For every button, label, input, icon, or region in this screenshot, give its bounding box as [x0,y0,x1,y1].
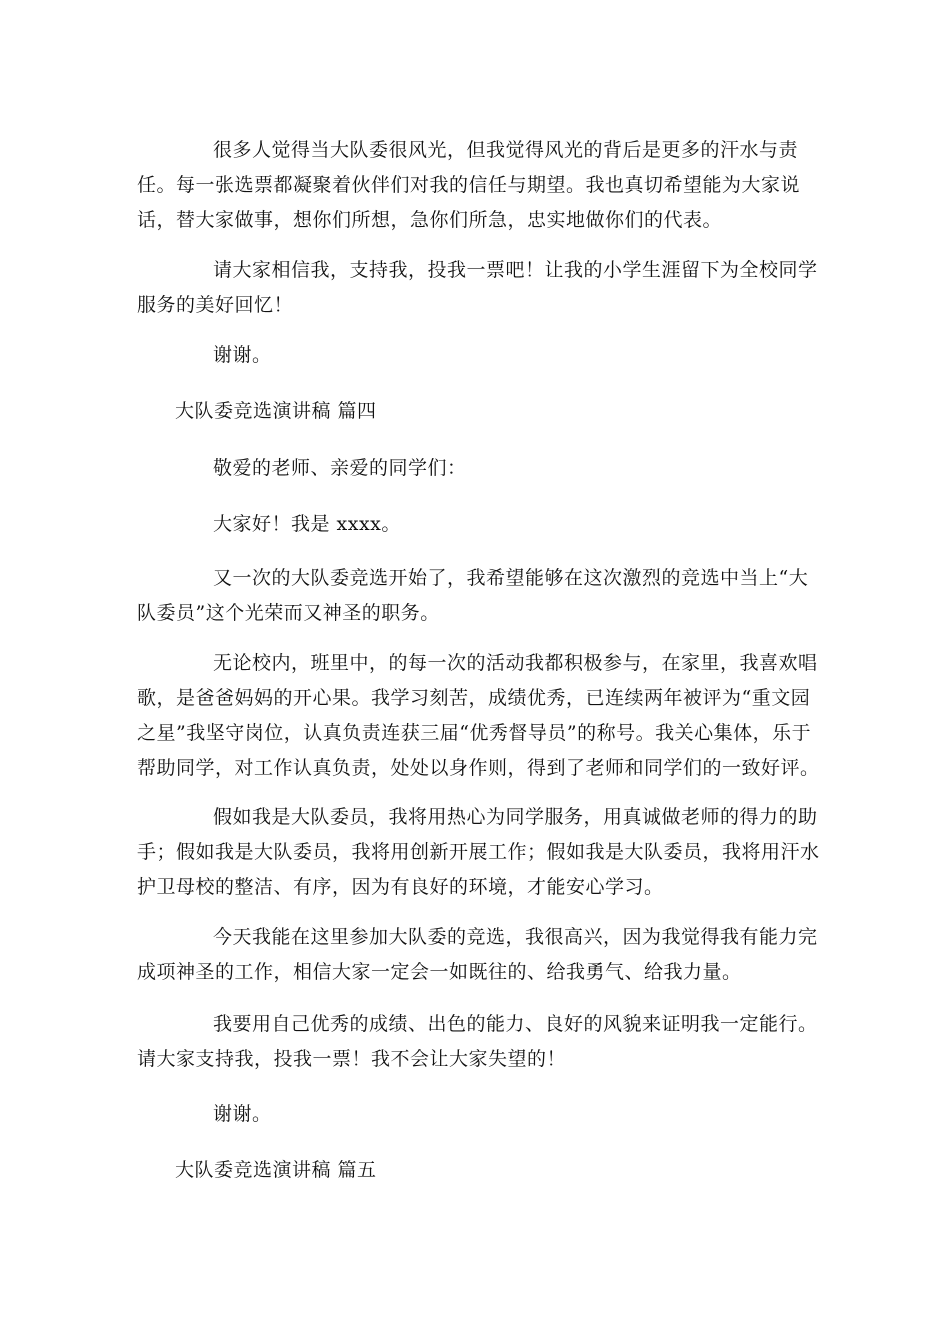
greeting-line: 敬爱的老师、亲爱的同学们： [213,457,467,479]
paragraph-prove: 我要用自己优秀的成绩、出色的能力、良好的风貌来证明我一定能行。请大家支持我，投我一票！我不会让大家失望的！ [137,1013,818,1070]
intro-line: 大家好！我是 xxxx。 [213,513,401,535]
thanks-line: 谢谢。 [213,344,272,366]
paragraph-if-elected: 假如我是大队委员，我将用热心为同学服务，用真诚做老师的得力的助手；假如我是大队委员，我将用创新开展工作；假如我是大队委员，我将用汗水护卫母校的整洁、有序，因为有良好的环境，才能安心学习。 [137,806,820,898]
paragraph-responsibility: 很多人觉得当大队委很风光，但我觉得风光的背后是更多的汗水与责任。每一张选票都凝聚着伙伴们对我的信任与期望。我也真切希望能为大家说话，替大家做事，想你们所想，急你们所急，忠实地做你们的代表。 [137,139,801,231]
paragraph-election-start: 又一次的大队委竞选开始了，我希望能够在这次激烈的竞选中当上“大队委员”这个光荣而又神圣的职务。 [137,567,809,624]
section-heading-4: 大队委竞选演讲稿 篇四 [175,400,377,422]
thanks-line-2: 谢谢。 [213,1103,272,1125]
paragraph-today: 今天我能在这里参加大队委的竞选，我很高兴，因为我觉得我有能力完成项神圣的工作，相信大家一定会一如既往的、给我勇气、给我力量。 [137,926,818,983]
paragraph-achievements: 无论校内，班里中，的每一次的活动我都积极参与，在家里，我喜欢唱歌，是爸爸妈妈的开心果。我学习刻苦，成绩优秀，已连续两年被评为“重文园之星”我坚守岗位，认真负责连获三届“优秀督导员”的称号。我关心集体，乐于帮助同学，对工作认真负责，处处以身作则，得到了老师和同学们的一致好评。 [137,652,820,779]
paragraph-vote-appeal: 请大家相信我，支持我，投我一票吧！让我的小学生涯留下为全校同学服务的美好回忆！ [137,259,818,316]
section-heading-5: 大队委竞选演讲稿 篇五 [175,1159,377,1181]
